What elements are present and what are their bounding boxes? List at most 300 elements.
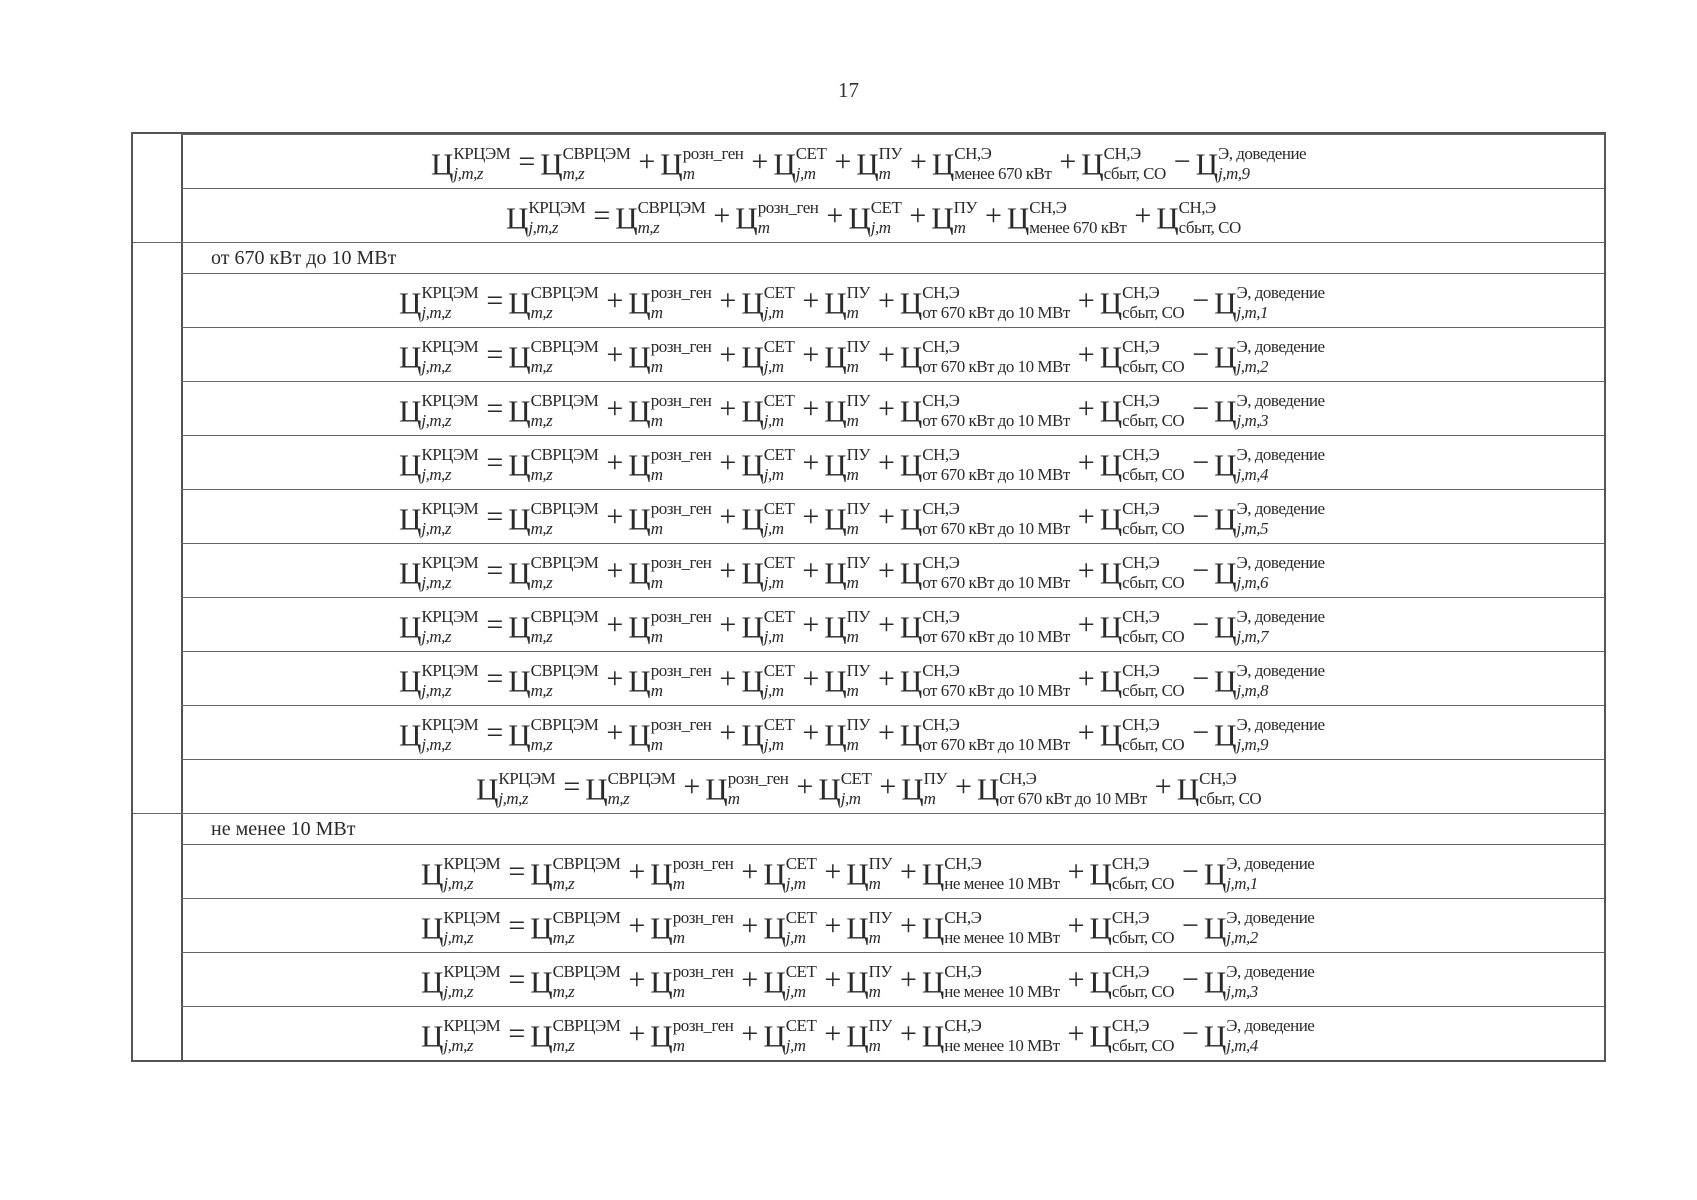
term-pu-subscript: m [878,164,891,184]
term-rozn-gen-scripts [650,337,712,377]
plus-sign: + [877,392,895,425]
term-set-superscript: СЕТ [763,337,795,357]
term-pu-subscript: m [846,411,859,431]
term-svrcem-superscript: СВРЦЭМ [530,553,599,573]
term-rozn-gen-symbol: Ц [660,146,683,182]
term-svrcem-subscript: m,z [562,164,585,184]
term-sn-group-subscript: от 670 кВт до 10 МВт [922,681,1070,701]
term-sn-sbyt-scripts [1122,445,1185,485]
formula-row [181,759,1604,813]
term-sn-sbyt-superscript: СН,Э [1122,283,1160,303]
term-svrcem-subscript: m,z [530,681,553,701]
term-pu-subscript: m [846,627,859,647]
term-sn-group-symbol: Ц [899,555,923,591]
term-svrcem-subscript: m,z [552,928,575,948]
term-rozn-gen-scripts [672,1016,734,1056]
term-rozn-gen-scripts [682,144,744,184]
term-dovedenie-subscript: j,m,9 [1218,164,1250,184]
term-krcem-symbol: Ц [399,609,422,645]
term-set-scripts [763,391,795,431]
term-pu-superscript: ПУ [846,499,870,519]
term-pu-scripts [953,198,977,238]
minus-sign: − [1181,1017,1199,1050]
term-svrcem-scripts [552,962,621,1002]
term-sn-sbyt [1100,706,1184,762]
term-sn-sbyt-subscript: сбыт, СО [1122,303,1185,323]
term-krcem-scripts [421,283,479,323]
term-sn-group-scripts [944,854,1060,894]
term-sn-sbyt [1100,436,1184,492]
term-set-scripts [785,854,817,894]
minus-sign: − [1192,338,1210,371]
term-sn-group [900,544,1070,600]
term-set-scripts [763,283,795,323]
term-sn-sbyt [1100,544,1184,600]
term-set-scripts [763,445,795,485]
term-pu-superscript: ПУ [846,283,870,303]
term-pu-subscript: m [868,928,881,948]
term-sn-sbyt-scripts [1122,391,1185,431]
term-svrcem-symbol: Ц [530,856,553,892]
term-rozn-gen-subscript: m [650,519,663,539]
term-sn-group-superscript: СН,Э [922,553,960,573]
term-sn-group [922,953,1060,1009]
plus-sign: + [606,716,624,749]
term-rozn-gen-superscript: розн_ген [727,769,789,789]
term-set-superscript: СЕТ [763,391,795,411]
term-dovedenie-scripts [1218,144,1307,184]
plus-sign: + [606,662,624,695]
term-sn-sbyt-symbol: Ц [1099,339,1123,375]
term-svrcem-subscript: m,z [552,1036,575,1056]
term-dovedenie-superscript: Э, доведение [1236,607,1325,627]
term-krcem [399,598,478,654]
term-krcem [399,382,478,438]
term-sn-sbyt-superscript: СН,Э [1122,607,1160,627]
term-sn-group-superscript: СН,Э [999,769,1037,789]
term-rozn-gen [650,845,733,901]
term-set-symbol: Ц [741,339,764,375]
term-sn-group [1007,189,1126,245]
term-krcem-subscript: j,m,z [421,735,452,755]
term-krcem-superscript: КРЦЭМ [443,962,501,982]
equals-sign: = [486,662,504,695]
term-krcem-superscript: КРЦЭМ [421,337,479,357]
equals-sign: = [486,554,504,587]
term-krcem-scripts [421,337,479,377]
term-set [741,544,794,600]
term-pu-subscript: m [846,681,859,701]
term-sn-sbyt-subscript: сбыт, СО [1122,411,1185,431]
term-sn-sbyt-scripts [1111,1016,1174,1056]
term-rozn-gen-subscript: m [672,982,685,1002]
term-dovedenie-scripts [1236,607,1325,647]
term-rozn-gen-superscript: розн_ген [672,1016,734,1036]
term-set-superscript: СЕТ [763,499,795,519]
term-krcem-superscript: КРЦЭМ [453,144,511,164]
term-set-subscript: j,m [870,218,891,238]
term-set-symbol: Ц [741,285,764,321]
plus-sign: + [1067,909,1085,942]
term-rozn-gen [735,189,818,245]
equals-sign: = [486,716,504,749]
plus-sign: + [802,446,820,479]
equals-sign: = [486,500,504,533]
term-svrcem-subscript: m,z [607,789,630,809]
plus-sign: + [719,338,737,371]
term-sn-group-symbol: Ц [921,964,945,1000]
term-dovedenie-superscript: Э, доведение [1236,283,1325,303]
term-svrcem-symbol: Ц [508,609,531,645]
term-sn-group-scripts [922,391,1070,431]
term-sn-group-scripts [922,715,1070,755]
minus-sign: − [1192,446,1210,479]
term-set-symbol: Ц [773,146,796,182]
term-sn-group [900,598,1070,654]
plus-sign: + [877,284,895,317]
plus-sign: + [802,608,820,641]
term-sn-group [900,328,1070,384]
term-sn-sbyt-scripts [1122,337,1185,377]
plus-sign: + [877,338,895,371]
term-rozn-gen-symbol: Ц [628,609,651,645]
term-pu-superscript: ПУ [846,661,870,681]
price-formula [421,953,1314,1006]
term-sn-group-superscript: СН,Э [1029,198,1067,218]
term-sn-group-scripts [922,499,1070,539]
formula-row [181,435,1604,489]
term-svrcem-scripts [562,144,631,184]
term-dovedenie-superscript: Э, доведение [1226,1016,1315,1036]
term-rozn-gen-superscript: розн_ген [650,661,712,681]
term-sn-group-superscript: СН,Э [922,715,960,735]
term-sn-sbyt [1100,382,1184,438]
section-heading: не менее 10 МВт [133,813,1604,844]
term-pu-superscript: ПУ [846,607,870,627]
term-rozn-gen [628,274,711,330]
term-dovedenie-scripts [1226,908,1315,948]
term-sn-group-symbol: Ц [899,501,923,537]
term-dovedenie [1214,490,1324,546]
term-set-subscript: j,m [763,573,784,593]
term-rozn-gen-superscript: розн_ген [672,908,734,928]
term-krcem-symbol: Ц [399,717,422,753]
term-pu-subscript: m [868,982,881,1002]
term-rozn-gen-subscript: m [672,874,685,894]
plus-sign: + [1154,770,1172,803]
term-sn-sbyt-scripts [1122,499,1185,539]
term-rozn-gen-scripts [727,769,789,809]
plus-sign: + [877,446,895,479]
term-sn-group-subscript: от 670 кВт до 10 МВт [922,465,1070,485]
term-sn-sbyt-subscript: сбыт, СО [1122,357,1185,377]
term-svrcem-superscript: СВРЦЭМ [530,661,599,681]
term-dovedenie [1214,544,1324,600]
term-svrcem-symbol: Ц [530,910,553,946]
formula-row [181,844,1604,898]
term-sn-sbyt [1089,953,1173,1009]
term-sn-sbyt-symbol: Ц [1089,964,1112,1000]
term-set-symbol: Ц [741,663,764,699]
term-sn-sbyt [1100,598,1184,654]
term-rozn-gen-scripts [650,445,712,485]
plus-sign: + [1059,145,1077,178]
term-sn-sbyt-scripts [1178,198,1241,238]
term-dovedenie-subscript: j,m,6 [1236,573,1269,593]
term-pu [901,760,947,816]
term-dovedenie-subscript: j,m,5 [1236,519,1269,539]
term-svrcem-superscript: СВРЦЭМ [552,962,621,982]
term-sn-group [932,135,1051,191]
term-pu-symbol: Ц [824,555,847,591]
plus-sign: + [628,963,646,996]
term-sn-group-scripts [922,661,1070,701]
term-rozn-gen-subscript: m [650,357,663,377]
term-dovedenie-scripts [1236,715,1325,755]
term-set-scripts [763,715,795,755]
plus-sign: + [1134,199,1152,232]
term-krcem-symbol: Ц [399,393,422,429]
term-svrcem [508,436,598,492]
term-krcem-superscript: КРЦЭМ [421,715,479,735]
term-rozn-gen-subscript: m [650,411,663,431]
term-sn-sbyt [1156,189,1240,245]
term-rozn-gen-scripts [672,854,734,894]
formula-row [181,273,1604,327]
term-svrcem-scripts [530,499,599,539]
term-krcem-subscript: j,m,z [443,1036,474,1056]
formula-row [181,705,1604,759]
term-sn-group-symbol: Ц [899,285,923,321]
term-rozn-gen-scripts [757,198,819,238]
term-pu-subscript: m [953,218,966,238]
term-pu-symbol: Ц [824,609,847,645]
plus-sign: + [899,963,917,996]
term-set-subscript: j,m [763,627,784,647]
term-set-subscript: j,m [763,465,784,485]
term-sn-group-subscript: от 670 кВт до 10 МВт [922,573,1070,593]
term-set-subscript: j,m [785,1036,806,1056]
term-sn-sbyt-superscript: СН,Э [1122,715,1160,735]
plus-sign: + [606,500,624,533]
plus-sign: + [802,662,820,695]
term-sn-group-subscript: менее 670 кВт [1029,218,1127,238]
term-pu-symbol: Ц [856,146,879,182]
term-set [773,135,826,191]
term-svrcem [508,274,598,330]
term-pu-symbol: Ц [824,339,847,375]
price-formula [431,135,1306,188]
plus-sign: + [877,662,895,695]
term-set-superscript: СЕТ [870,198,902,218]
term-rozn-gen-symbol: Ц [650,1018,673,1054]
term-krcem-superscript: КРЦЭМ [421,445,479,465]
term-svrcem-superscript: СВРЦЭМ [530,391,599,411]
term-sn-sbyt-superscript: СН,Э [1122,391,1160,411]
term-dovedenie-subscript: j,m,1 [1226,874,1258,894]
plus-sign: + [741,963,759,996]
term-dovedenie-subscript: j,m,3 [1236,411,1269,431]
price-formula [399,706,1325,759]
term-sn-sbyt-superscript: СН,Э [1111,962,1149,982]
term-krcem-symbol: Ц [399,447,422,483]
term-svrcem [508,490,598,546]
term-sn-sbyt [1089,845,1173,901]
plus-sign: + [719,446,737,479]
plus-sign: + [606,554,624,587]
term-set-subscript: j,m [763,303,784,323]
term-svrcem-scripts [637,198,706,238]
term-krcem-symbol: Ц [421,1018,444,1054]
term-dovedenie [1214,436,1324,492]
term-rozn-gen-superscript: розн_ген [650,499,712,519]
term-pu-scripts [846,715,870,755]
term-sn-sbyt-subscript: сбыт, СО [1178,218,1241,238]
plus-sign: + [1077,500,1095,533]
term-pu [824,436,870,492]
formula-row [181,651,1604,705]
term-sn-sbyt-scripts [1122,283,1185,323]
term-dovedenie-superscript: Э, доведение [1236,391,1325,411]
term-sn-group-symbol: Ц [899,717,923,753]
term-krcem-symbol: Ц [399,555,422,591]
term-sn-sbyt-subscript: сбыт, СО [1122,735,1185,755]
term-sn-group-symbol: Ц [921,856,945,892]
price-formula [399,382,1325,435]
term-svrcem-subscript: m,z [552,874,575,894]
term-sn-sbyt-subscript: сбыт, СО [1122,681,1185,701]
term-svrcem [615,189,705,245]
term-dovedenie-scripts [1236,391,1325,431]
term-set-symbol: Ц [763,856,786,892]
term-set-superscript: СЕТ [785,908,817,928]
term-krcem-scripts [421,553,479,593]
term-rozn-gen-scripts [650,391,712,431]
term-krcem-scripts [443,908,501,948]
term-svrcem [540,135,630,191]
term-set-symbol: Ц [848,200,871,236]
term-rozn-gen-scripts [650,715,712,755]
term-krcem-symbol: Ц [476,771,499,807]
term-sn-sbyt-scripts [1111,908,1174,948]
plus-sign: + [1077,446,1095,479]
equals-sign: = [486,392,504,425]
equals-sign: = [486,608,504,641]
term-svrcem [530,953,620,1009]
term-krcem-subscript: j,m,z [498,789,529,809]
minus-sign: − [1192,392,1210,425]
term-rozn-gen-symbol: Ц [650,856,673,892]
term-krcem-subscript: j,m,z [421,627,452,647]
term-pu-superscript: ПУ [878,144,902,164]
term-sn-group-scripts [922,337,1070,377]
term-sn-group-scripts [922,283,1070,323]
term-sn-sbyt-symbol: Ц [1089,910,1112,946]
formula-row [181,898,1604,952]
term-rozn-gen-scripts [650,553,712,593]
term-svrcem-symbol: Ц [530,1018,553,1054]
term-rozn-gen-superscript: розн_ген [650,553,712,573]
term-sn-group [922,845,1060,901]
term-sn-group-symbol: Ц [899,393,923,429]
term-pu [824,706,870,762]
plus-sign: + [877,608,895,641]
plus-sign: + [877,554,895,587]
term-sn-group-subscript: от 670 кВт до 10 МВт [922,411,1070,431]
term-sn-sbyt-symbol: Ц [1176,771,1200,807]
term-krcem [399,490,478,546]
term-krcem [421,899,500,955]
term-pu-scripts [868,908,892,948]
term-set [848,189,901,245]
plus-sign: + [796,770,814,803]
plus-sign: + [628,909,646,942]
term-rozn-gen-scripts [650,283,712,323]
term-rozn-gen-symbol: Ц [705,771,728,807]
term-rozn-gen-symbol: Ц [735,200,758,236]
term-sn-sbyt [1100,274,1184,330]
term-rozn-gen-superscript: розн_ген [650,715,712,735]
term-dovedenie-superscript: Э, доведение [1218,144,1307,164]
term-sn-group-subscript: от 670 кВт до 10 МВт [922,735,1070,755]
term-pu-symbol: Ц [824,285,847,321]
price-formula [476,760,1261,813]
term-pu-superscript: ПУ [868,854,892,874]
plus-sign: + [719,716,737,749]
price-formula [421,1007,1314,1060]
term-rozn-gen-subscript: m [650,627,663,647]
minus-sign: − [1173,145,1191,178]
formula-row [181,952,1604,1006]
term-rozn-gen-symbol: Ц [628,393,651,429]
term-dovedenie-symbol: Ц [1214,447,1237,483]
term-krcem-subscript: j,m,z [421,681,452,701]
term-pu-subscript: m [868,1036,881,1056]
term-svrcem-subscript: m,z [637,218,660,238]
term-krcem-superscript: КРЦЭМ [498,769,556,789]
term-pu [824,382,870,438]
term-sn-sbyt-symbol: Ц [1099,555,1123,591]
term-krcem-scripts [498,769,556,809]
plus-sign: + [802,284,820,317]
term-svrcem-scripts [530,661,599,701]
term-sn-group [977,760,1147,816]
term-pu-symbol: Ц [824,663,847,699]
term-rozn-gen-superscript: розн_ген [650,445,712,465]
term-sn-sbyt [1081,135,1165,191]
term-rozn-gen [628,544,711,600]
term-svrcem-superscript: СВРЦЭМ [637,198,706,218]
plus-sign: + [606,608,624,641]
plus-sign: + [683,770,701,803]
term-svrcem-symbol: Ц [508,285,531,321]
term-rozn-gen [628,652,711,708]
term-svrcem-subscript: m,z [530,357,553,377]
term-pu [824,328,870,384]
term-pu [856,135,902,191]
term-pu-superscript: ПУ [846,391,870,411]
term-rozn-gen-subscript: m [650,681,663,701]
term-rozn-gen [628,490,711,546]
equals-sign: = [508,963,526,996]
term-krcem [421,1007,500,1063]
price-formula [399,490,1325,543]
equals-sign: = [486,284,504,317]
term-set [763,899,816,955]
formula-row [181,1006,1604,1060]
term-krcem-superscript: КРЦЭМ [443,1016,501,1036]
term-svrcem-subscript: m,z [530,411,553,431]
